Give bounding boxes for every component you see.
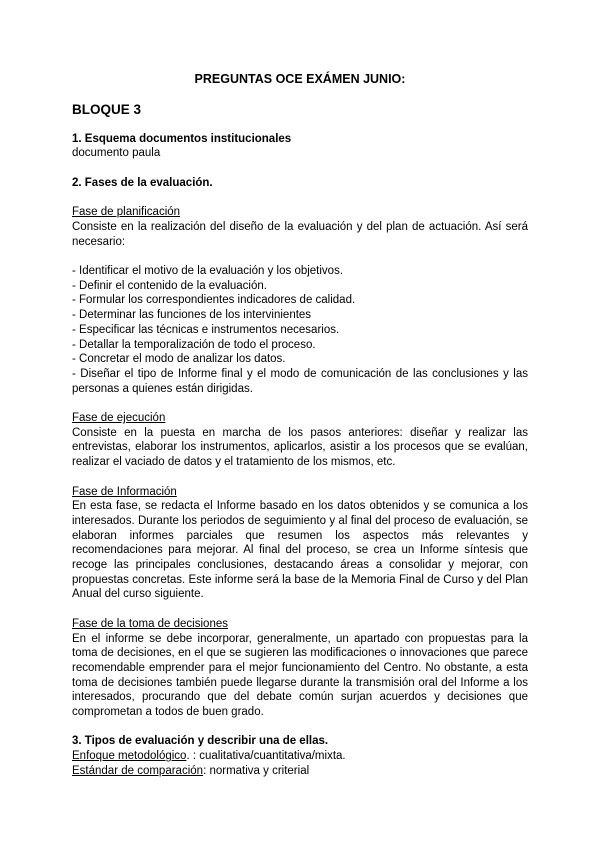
fase-planificacion-intro: Consiste en la realización del diseño de la evaluación y del plan de actuación. Así será necesario:	[72, 220, 528, 248]
estandar-text: : normativa y criterial	[203, 764, 310, 777]
enfoque-line	[72, 749, 528, 764]
fase-ejecucion-label: Fase de ejecución	[72, 412, 166, 424]
fase-ejecucion-text: Consiste en la puesta en marcha de los pasos anteriores: diseñar y realizar las entrevistas, elaborar los instrumentos, aplicarlos, asistir a los procesos que se evalúan, realizar el vaciado de datos y el tratamiento de los mismos, etc.	[72, 426, 528, 469]
list-item: - Detallar la temporalización de todo el proceso.	[72, 338, 316, 351]
fase-informacion-text: En esta fase, se redacta el Informe basado en los datos obtenidos y se comunica a los interesados. Durante los periodos de seguimiento y al final del proceso de evaluación, se elaboran informes parciales que resumen los aspectos más relevantes y recomendaciones para mejorar. Al final del proceso, se crea un Informe síntesis que recoge las principales conclusiones, destacando áreas a consolidar y mejorar, con propuestas concretas. Este informe será la base de la Memoria Final de Curso y del Plan Anual del curso siguiente.	[72, 500, 528, 601]
section-1	[72, 132, 528, 161]
list-item: - Formular los correspondientes indicadores de calidad.	[72, 294, 356, 307]
section-3-heading: 3. Tipos de evaluación y describir una de ellas.	[72, 735, 329, 748]
list-item: - Determinar las funciones de los intervinientes	[72, 309, 312, 322]
section-1-text: documento paula	[72, 147, 161, 160]
enfoque-label: Enfoque metodológico	[72, 750, 187, 763]
fase-planificacion-label: Fase de planificación	[72, 206, 181, 219]
section-1-heading: 1. Esquema documentos institucionales	[72, 132, 292, 145]
document-title: PREGUNTAS OCE EXÁMEN JUNIO:	[194, 72, 406, 86]
fase-informacion-label: Fase de Información	[72, 485, 177, 498]
fase-decisiones-label: Fase de la toma de decisiones	[72, 617, 228, 630]
section-2-heading: 2. Fases de la evaluación.	[72, 176, 213, 189]
bloque-heading: BLOQUE 3	[72, 102, 142, 117]
section-3	[72, 734, 528, 778]
list-item: - Concretar el modo de analizar los datos.	[72, 353, 286, 366]
document-body	[72, 103, 528, 779]
list-item: - Definir el contenido de la evaluación.	[72, 279, 267, 292]
list-item: - Especificar las técnicas e instrumentos necesarios.	[72, 323, 340, 336]
estandar-label: Estándar de comparación	[72, 764, 204, 777]
fase-decisiones-text: En el informe se debe incorporar, generalmente, un apartado con propuestas para la toma de decisiones, en el que se sugieren las modificaciones o innovaciones que parece recomendable emprender para el mejor funcionamiento del Centro. No obstante, a esta toma de decisiones también puede llegarse durante la transmisión oral del Informe a los interesados, procurando que del debate común surjan acuerdos y decisiones que comprometan a todos de buen grado.	[72, 632, 528, 719]
enfoque-text: . : cualitativa/cuantitativa/mixta.	[186, 750, 346, 763]
section-2	[72, 176, 528, 720]
list-item: - Diseñar el tipo de Informe final y el modo de comunicación de las conclusiones y las personas a quienes están dirigidas.	[72, 367, 528, 395]
estandar-line	[72, 764, 528, 779]
planificacion-list	[72, 264, 528, 396]
list-item: - Identificar el motivo de la evaluación y los objetivos.	[72, 264, 344, 277]
